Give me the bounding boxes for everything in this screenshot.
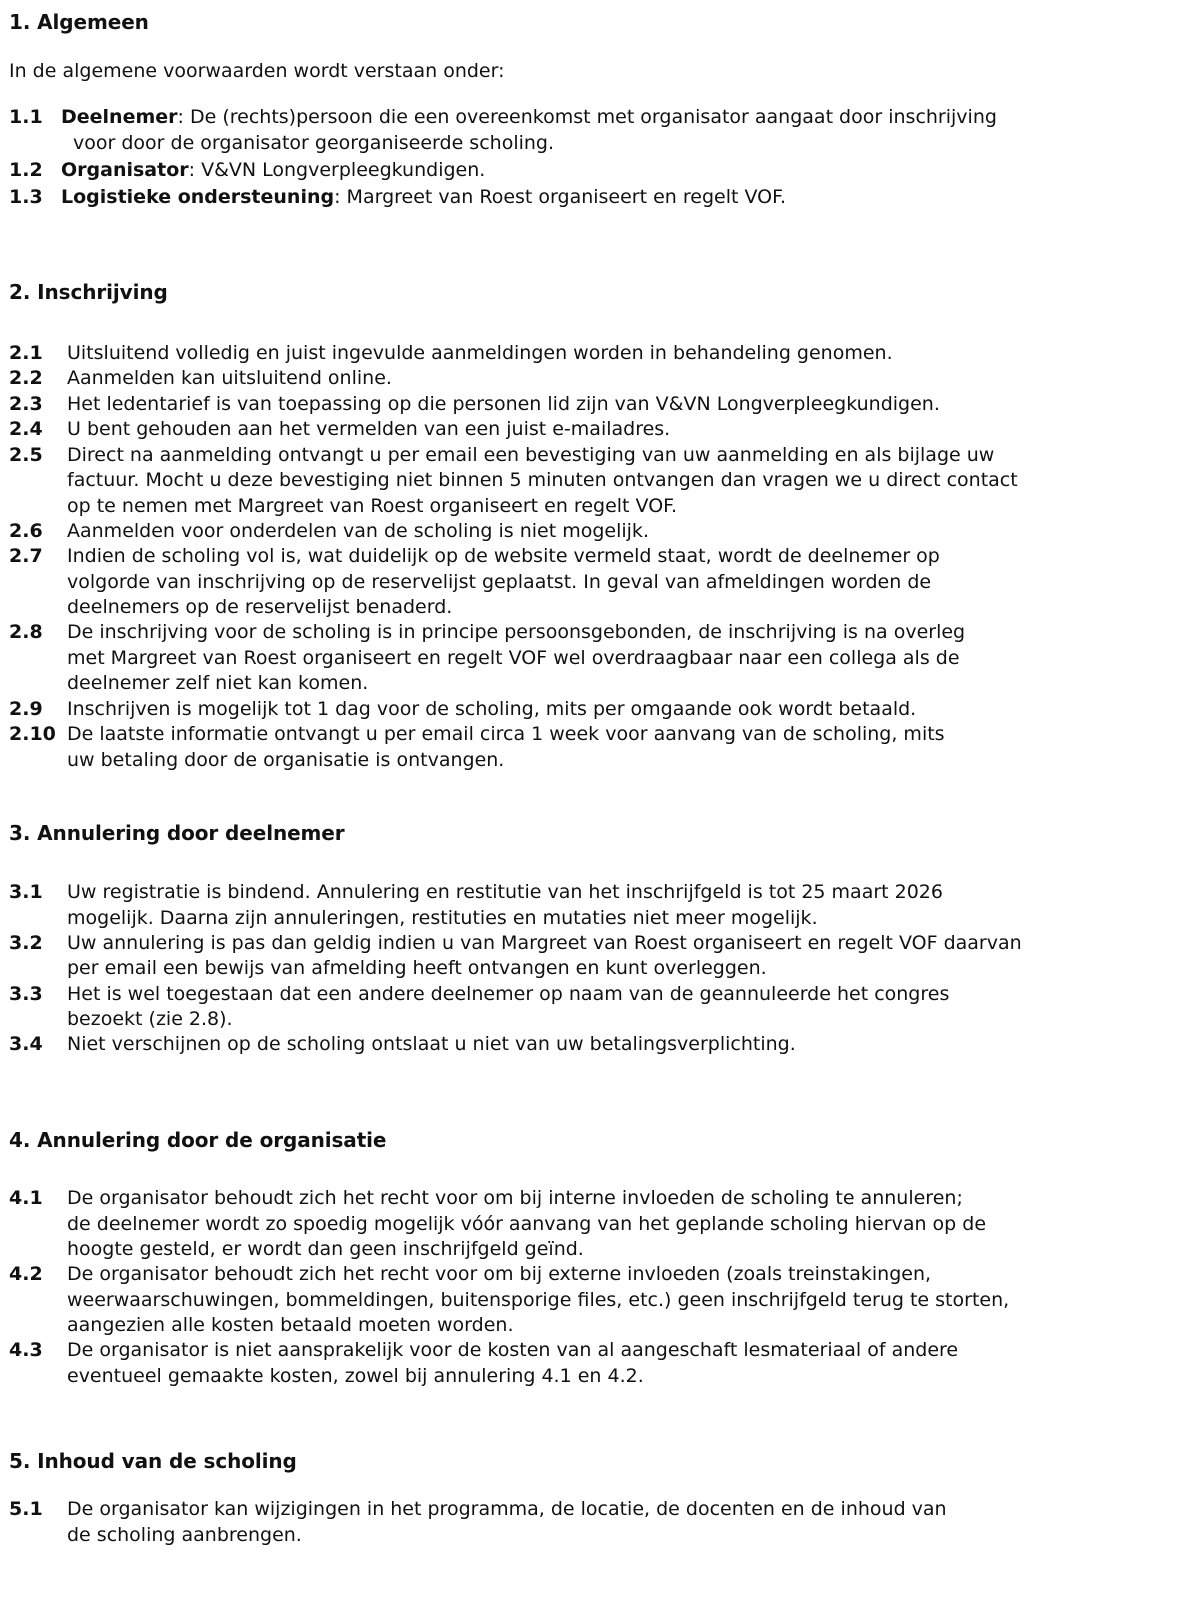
term-label: Deelnemer	[61, 106, 178, 128]
item-number: 4.3	[9, 1339, 43, 1362]
item-text: Uitsluitend volledig en juist ingevulde aanmeldingen worden in behandeling genomen.	[67, 342, 893, 364]
item-text: factuur. Mocht u deze bevestiging niet binnen 5 minuten ontvangen dan vragen we u direct contact	[67, 469, 1018, 492]
item-text: Uw annulering is pas dan geldig indien u van Margreet van Roest organiseert en regelt VOF daarvan	[67, 931, 1022, 954]
item-text: Inschrijven is mogelijk tot 1 dag voor de scholing, mits per omgaande ook wordt betaald.	[67, 697, 917, 720]
item-text: voor door de organisator georganiseerde scholing.	[73, 131, 555, 154]
item-text: Indien de scholing vol is, wat duidelijk op de website vermeld staat, wordt de deelnemer op	[67, 545, 940, 568]
item-text: deelnemers op de reservelijst benaderd.	[67, 596, 453, 619]
item-text: De organisator behoudt zich het recht voor om bij interne invloeden de scholing te annuleren;	[67, 1187, 963, 1209]
item-number: 1.1	[9, 106, 43, 128]
item-text: de deelnemer wordt zo spoedig mogelijk vóór aanvang van het geplande scholing hiervan op de	[67, 1212, 987, 1235]
section-heading: 2. Inschrijving	[9, 280, 168, 304]
list-item	[9, 697, 1189, 723]
item-number: 3.2	[9, 931, 43, 954]
item-text: mogelijk. Daarna zijn annuleringen, restituties en mutaties niet meer mogelijk.	[67, 906, 818, 929]
item-number: 2.8	[9, 621, 43, 644]
item-number: 1.2	[9, 159, 43, 181]
section-heading: 4. Annulering door de organisatie	[9, 1128, 387, 1152]
item-number: 2.2	[9, 367, 43, 390]
list-item	[9, 982, 1189, 1033]
item-number: 5.1	[9, 1498, 43, 1520]
item-text: Aanmelden voor onderdelen van de scholing is niet mogelijk.	[67, 519, 649, 542]
list-item	[9, 1338, 1189, 1389]
item-text: weerwaarschuwingen, bommeldingen, buitensporige files, etc.) geen inschrijfgeld terug te storten,	[67, 1288, 1010, 1311]
list-item	[9, 341, 1189, 367]
list-item	[9, 392, 1189, 418]
item-text: De laatste informatie ontvangt u per email circa 1 week voor aanvang van de scholing, mits	[67, 723, 945, 745]
list-item	[9, 880, 1189, 931]
section-heading: 1. Algemeen	[9, 10, 149, 34]
list-item	[9, 620, 1189, 697]
list-item	[9, 158, 1189, 184]
item-text: De organisator is niet aansprakelijk voor de kosten van al aangeschaft lesmateriaal of andere	[67, 1339, 959, 1362]
item-text: De inschrijving voor de scholing is in principe persoonsgebonden, de inschrijving is na overleg	[67, 621, 966, 644]
item-text: eventueel gemaakte kosten, zowel bij annulering 4.1 en 4.2.	[67, 1364, 644, 1387]
list-item	[9, 1032, 1189, 1058]
item-text: : V&VN Longverpleegkundigen.	[188, 159, 486, 181]
list-item	[9, 1262, 1189, 1339]
item-text: volgorde van inschrijving op de reservelijst geplaatst. In geval van afmeldingen worden de	[67, 570, 932, 593]
item-text: : De (rechts)persoon die een overeenkomst met organisator aangaat door inschrijving	[177, 106, 997, 128]
item-number: 2.3	[9, 392, 43, 415]
item-number: 3.4	[9, 1033, 43, 1056]
list-item	[9, 519, 1189, 545]
item-text: hoogte gesteld, er wordt dan geen inschrijfgeld geïnd.	[67, 1238, 584, 1260]
item-number: 2.7	[9, 545, 43, 568]
list-item	[9, 544, 1189, 621]
item-text: Uw registratie is bindend. Annulering en restitutie van het inschrijfgeld is tot 25 maart 2026	[67, 881, 943, 903]
term-label: Organisator	[61, 159, 189, 181]
list-item	[9, 185, 1189, 211]
section-heading: 3. Annulering door deelnemer	[9, 821, 345, 845]
item-text: : Margreet van Roest organiseert en regelt VOF.	[334, 186, 787, 208]
item-text: Niet verschijnen op de scholing ontslaat u niet van uw betalingsverplichting.	[67, 1033, 796, 1056]
term-label: Logistieke ondersteuning	[61, 186, 335, 208]
item-number: 2.5	[9, 443, 43, 466]
list-item	[9, 443, 1189, 520]
item-number: 2.10	[9, 723, 56, 745]
item-number: 1.3	[9, 186, 43, 208]
list-item	[9, 931, 1189, 982]
item-text: Aanmelden kan uitsluitend online.	[67, 367, 392, 390]
list-item	[9, 722, 1189, 773]
item-number: 2.6	[9, 519, 43, 542]
item-text: de scholing aanbrengen.	[67, 1523, 302, 1546]
item-text: Het ledentarief is van toepassing op die personen lid zijn van V&VN Longverpleegkundigen.	[67, 392, 940, 415]
item-text: bezoekt (zie 2.8).	[67, 1008, 233, 1031]
item-number: 3.1	[9, 881, 43, 903]
item-text: per email een bewijs van afmelding heeft ontvangen en kunt overleggen.	[67, 957, 767, 980]
item-number: 2.9	[9, 697, 43, 720]
item-text: op te nemen met Margreet van Roest organiseert en regelt VOF.	[67, 494, 678, 517]
item-number: 2.4	[9, 418, 43, 441]
section-heading: 5. Inhoud van de scholing	[9, 1449, 297, 1473]
list-item	[9, 1186, 1189, 1263]
item-text: De organisator behoudt zich het recht voor om bij externe invloeden (zoals treinstakingen,	[67, 1263, 932, 1286]
list-item	[9, 366, 1189, 392]
item-text: U bent gehouden aan het vermelden van een juist e-mailadres.	[67, 418, 671, 441]
item-number: 4.2	[9, 1263, 43, 1286]
item-text: met Margreet van Roest organiseert en regelt VOF wel overdraagbaar naar een collega als de	[67, 646, 960, 669]
item-text: deelnemer zelf niet kan komen.	[67, 672, 369, 695]
section-intro: In de algemene voorwaarden wordt verstaan onder:	[9, 60, 505, 82]
item-text: aangezien alle kosten betaald moeten worden.	[67, 1314, 514, 1337]
list-item	[9, 417, 1189, 443]
item-text: De organisator kan wijzigingen in het programma, de locatie, de docenten en de inhoud van	[67, 1498, 947, 1520]
item-number: 2.1	[9, 342, 43, 364]
item-text: Het is wel toegestaan dat een andere deelnemer op naam van de geannuleerde het congres	[67, 982, 950, 1005]
list-item	[9, 1497, 1189, 1548]
item-number: 4.1	[9, 1187, 43, 1209]
item-text: Direct na aanmelding ontvangt u per email een bevestiging van uw aanmelding en als bijlage uw	[67, 443, 995, 466]
item-number: 3.3	[9, 982, 43, 1005]
list-item	[9, 105, 1189, 156]
item-text: uw betaling door de organisatie is ontvangen.	[67, 748, 505, 771]
